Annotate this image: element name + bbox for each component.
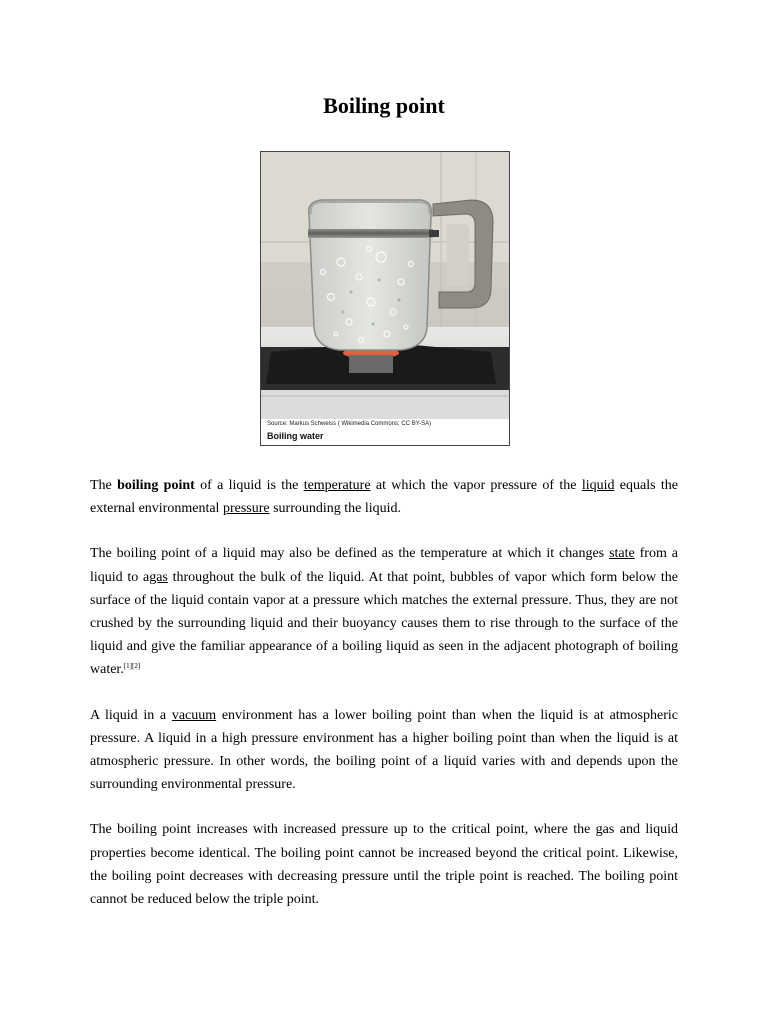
page-title: Boiling point (323, 93, 445, 118)
text: equals the external environmental (90, 478, 678, 517)
reference-markers[interactable]: [1][2] (123, 662, 141, 671)
boiling-water-photo (261, 152, 509, 419)
figure-label: Boiling water (267, 431, 324, 441)
paragraph-3 (90, 704, 678, 797)
text: from a liquid to a (90, 546, 678, 585)
text: environment has a lower boiling point than when the liquid is at atmospheric pressure. A liquid in a high pressure environment has a higher boiling point than when the liquid is at atmospheric pressure. In other words, the boiling point of a liquid varies with and depends upon the surrounding environmental pressure. (90, 707, 678, 793)
paragraph-4: The boiling point increases with increased pressure up to the critical point, where the gas and liquid properties become identical. The boiling point cannot be increased beyond the critical point. Likewise, the boiling point decreases with decreasing pressure until the triple point is reached. The boiling point cannot be reduced below the triple point. (90, 822, 678, 908)
link-temperature[interactable]: temperature (303, 478, 371, 493)
link-pressure[interactable]: pressure (222, 501, 270, 517)
text: of a liquid is the (194, 478, 304, 493)
paragraph-1 (90, 474, 678, 520)
text: The (90, 478, 118, 493)
figure-caption (261, 419, 509, 445)
link-state[interactable]: state (609, 546, 635, 562)
text: A liquid in a (90, 707, 172, 723)
term-boiling-point: boiling point (117, 478, 195, 493)
boiling-water-figure (260, 151, 510, 446)
text: surrounding the liquid. (269, 501, 402, 517)
text: throughout the bulk of the liquid. At that point, bubbles of vapor which form below the surface of the liquid contain vapor at a pressure which matches the external pressure. Thus, they are not crushed by the surrounding liquid and their buoyancy causes them to rise through to the surface of the liquid and give the familiar appearance of a boiling liquid as seen in the adjacent photograph of boiling water. (90, 569, 678, 678)
text: The boiling point of a liquid may also be defined as the temperature at which it changes (90, 546, 610, 562)
link-liquid[interactable]: liquid (581, 478, 615, 493)
paragraph-2 (90, 542, 678, 681)
article-body (90, 474, 678, 933)
link-gas[interactable]: gas (149, 569, 168, 585)
text: at which the vapor pressure of the (370, 478, 582, 493)
figure-source: Source: Markus Schweiss ( Wikimedia Commons; CC BY-SA) (267, 421, 432, 427)
link-vacuum[interactable]: vacuum (171, 707, 217, 723)
